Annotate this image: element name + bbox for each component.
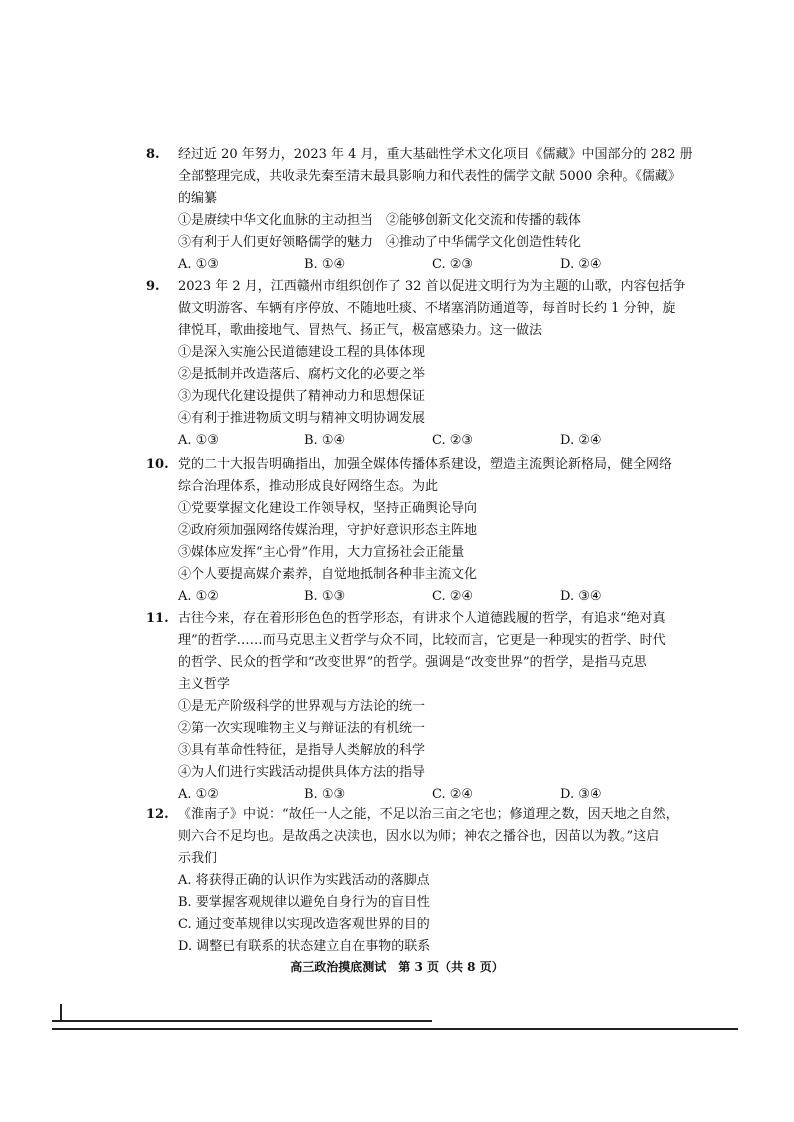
question-number: 9. [146,279,160,294]
question-stem-line: 2023 年 2 月，江西赣州市组织创作了 32 首以促进文明行为为主题的山歌，内容包括争 [178,279,686,294]
question-number: 10. [146,457,169,472]
choice-b: B. ①④ [304,433,346,448]
question-stem-line: 律悦耳，歌曲接地气、冒热气、扬正气，极富感染力。这一做法 [178,323,543,338]
choice-c: C. ②④ [432,589,474,604]
statement: ④为人们进行实践活动提供具体方法的指导 [178,765,426,780]
statement: ④个人要提高媒介素养，自觉地抵制各种非主流文化 [178,567,478,582]
question-stem-line: 理”的哲学……而马克思主义哲学与众不同，比较而言，它更是一种现实的哲学、时代 [178,633,666,648]
choice-d: D. ③④ [560,589,602,604]
question-stem-line: 经过近 20 年努力，2023 年 4 月，重大基础性学术文化项目《儒藏》中国部分的 282 册 [178,147,693,162]
choice-c: C. 通过变革规律以实现改造客观世界的目的 [178,917,430,932]
question-stem-line: 全部整理完成，共收录先秦至清末最具影响力和代表性的儒学文献 5000 余种。《儒藏》 [178,169,681,184]
choice-d: D. ②④ [560,433,602,448]
question-stem-line: 党的二十大报告明确指出，加强全媒体传播体系建设，塑造主流舆论新格局，健全网络 [178,457,673,472]
choice-a: A. ①② [178,787,219,802]
statement: ②是抵制并改造落后、腐朽文化的必要之举 [178,367,426,382]
question-number: 8. [146,147,160,162]
question-stem-line: 则六合不足均也。是故禹之决渎也，因水以为师；神农之播谷也，因苗以为教。”这启 [178,829,660,844]
choice-d: D. ②④ [560,257,602,272]
statement: ②第一次实现唯物主义与辩证法的有机统一 [178,721,426,736]
question-number: 12. [146,807,169,822]
question-stem-line: 综合治理体系，推动形成良好网络生态。为此 [178,479,439,494]
choice-c: C. ②③ [432,433,474,448]
choice-a: A. 将获得正确的认识作为实践活动的落脚点 [178,873,430,888]
choice-b: B. ①③ [304,589,346,604]
choice-a: A. ①③ [178,257,219,272]
statement: ②政府须加强网络传媒治理，守护好意识形态主阵地 [178,523,478,538]
statement: ③为现代化建设提供了精神动力和思想保证 [178,389,426,404]
statement: ①是赓续中华文化血脉的主动担当 ②能够创新文化交流和传播的载体 [178,213,582,228]
statement: ③具有革命性特征，是指导人类解放的科学 [178,743,426,758]
divider-line [52,1028,738,1030]
statement: ①党要掌握文化建设工作领导权，坚持正确舆论导向 [178,501,478,516]
statement: ③有利于人们更好领略儒学的魅力 ④推动了中华儒学文化创造性转化 [178,235,582,250]
statement: ③媒体应发挥“主心骨”作用，大力宣扬社会正能量 [178,545,465,560]
statement: ④有利于推进物质文明与精神文明协调发展 [178,411,426,426]
choice-d: D. ③④ [560,787,602,802]
question-stem-line: 《淮南子》中说：“故任一人之能，不足以治三亩之宅也；修道理之数，因天地之自然， [178,807,679,822]
page-footer: 高三政治摸底测试 第 3 页（共 8 页） [290,960,504,974]
choice-d: D. 调整已有联系的状态建立自在事物的联系 [178,939,431,954]
question-stem-line: 的编纂 [178,191,218,206]
choice-c: C. ②③ [432,257,474,272]
choice-b: B. ①③ [304,787,346,802]
question-stem-line: 示我们 [178,851,218,866]
question-stem-line: 主义哲学 [178,677,231,692]
choice-a: A. ①③ [178,433,219,448]
question-number: 11. [146,611,169,626]
divider-line [52,1020,432,1022]
choice-a: A. ①② [178,589,219,604]
statement: ①是无产阶级科学的世界观与方法论的统一 [178,699,426,714]
choice-b: B. ①④ [304,257,346,272]
question-stem-line: 古往今来，存在着形形色色的哲学形态，有讲求个人道德践履的哲学，有追求“绝对真 [178,611,666,626]
choice-c: C. ②④ [432,787,474,802]
statement: ①是深入实施公民道德建设工程的具体体现 [178,345,426,360]
question-stem-line: 做文明游客、车辆有序停放、不随地吐痰、不堵塞消防通道等，每首时长约 1 分钟，旋 [178,301,676,316]
question-stem-line: 的哲学、民众的哲学和“改变世界”的哲学。强调是“改变世界”的哲学，是指马克思 [178,655,647,670]
choice-b: B. 要掌握客观规律以避免自身行为的盲目性 [178,895,430,910]
